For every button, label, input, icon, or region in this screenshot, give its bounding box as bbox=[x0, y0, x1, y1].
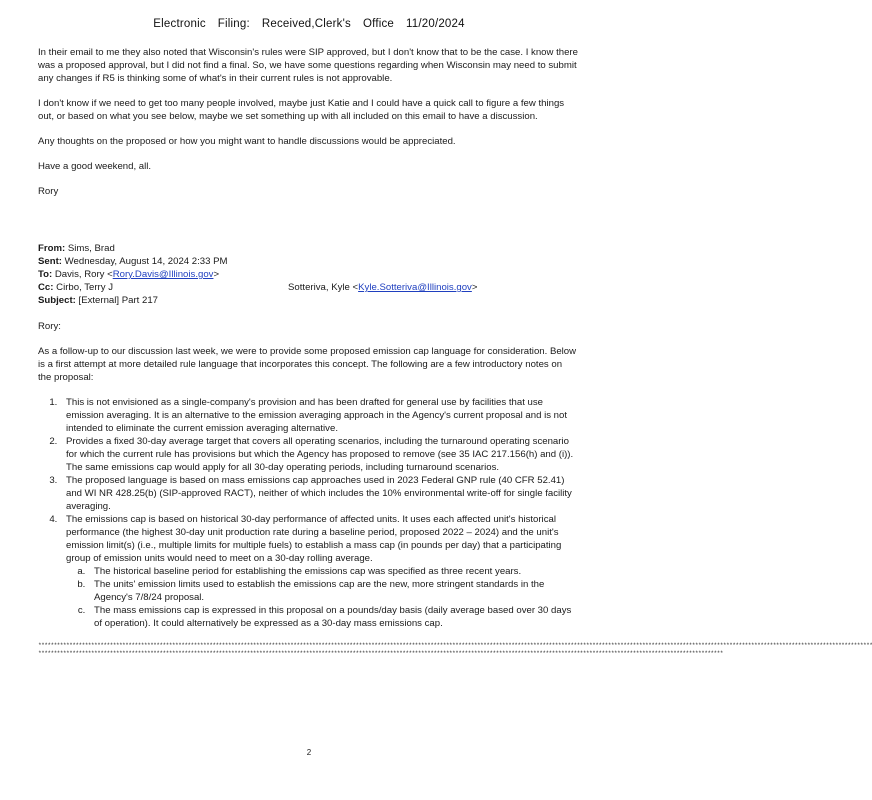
list-item bbox=[60, 513, 578, 630]
salutation: Rory: bbox=[38, 321, 61, 332]
list-item: a. The historical baseline period for establishing the emissions cap was specified as three recent years. bbox=[88, 565, 578, 578]
separator-line-2: **************************************************************************************************************************************************************************************************************************** bbox=[38, 650, 723, 657]
to-label: To: bbox=[38, 269, 53, 280]
to-email-link[interactable]: Rory.Davis@Illinois.gov bbox=[112, 269, 214, 280]
header-received: Received,Clerk's bbox=[261, 18, 351, 30]
header-electronic: Electronic bbox=[153, 18, 206, 30]
sub-notes-list bbox=[66, 565, 578, 630]
note-4-text: The emissions cap is based on historical 30-day performance of affected units. It uses each affected unit's historical performance (the highest 30-day unit production rate during a baseline period, proposed 2022 – 2024) and the unit's emission limit(s) (i.e., multiple limits for multiple fuels) to establish a mass cap (in pounds per day) that a participating group of emission units would need to meet on a 30-day rolling average. bbox=[66, 514, 562, 564]
email-subject-line bbox=[38, 294, 578, 307]
cc-label: Cc: bbox=[38, 282, 54, 293]
subject-value: [External] Part 217 bbox=[78, 295, 158, 306]
page-number: 2 bbox=[306, 748, 312, 757]
header-date: 11/20/2024 bbox=[406, 18, 465, 30]
cc-name-2: Sotteriva, Kyle < bbox=[288, 282, 359, 293]
sent-value: Wednesday, August 14, 2024 2:33 PM bbox=[64, 256, 228, 267]
cc-name-1: Cirbo, Terry J bbox=[56, 282, 114, 293]
paragraph-wisconsin: In their email to me they also noted that Wisconsin's rules were SIP approved, but I don't know that to be the case. I know there was a proposed approval, but I did not find a final. So, we have some questions regarding when Wisconsin may need to submit any changes if R5 is thinking some of what's in their current rules is not approvable. bbox=[38, 47, 578, 84]
signature: Rory bbox=[38, 186, 59, 197]
document-body bbox=[38, 46, 872, 658]
to-name: Davis, Rory < bbox=[54, 269, 113, 280]
email-header bbox=[38, 242, 578, 307]
header-filing: Filing: bbox=[217, 18, 250, 30]
list-item: b. The units' emission limits used to establish the emissions cap are the new, more stringent standards in the Agency's 7/8/24 proposal. bbox=[88, 578, 578, 604]
list-item: 1. This is not envisioned as a single-company's provision and has been drafted for general use by facilities that use emission averaging. It is an alternative to the emission averaging approach in the Agency's current proposal and is not intended to eliminate the current emission averaging alternative. bbox=[60, 396, 578, 435]
intro-paragraph: As a follow-up to our discussion last week, we were to provide some proposed emission cap language for consideration. Below is a first attempt at more detailed rule language that incorporates this concept. The following are a few introductory notes on the proposal: bbox=[38, 346, 577, 383]
cc-recipient-2: Sotteriva, Kyle <Kyle.Sotteriva@Illinois.gov> bbox=[288, 282, 478, 293]
paragraph-thoughts: Any thoughts on the proposed or how you might want to handle discussions would be appreciated. bbox=[38, 136, 456, 147]
header-office: Office bbox=[362, 18, 395, 30]
paragraph-people-involved: I don't know if we need to get too many people involved, maybe just Katie and I could have a quick call to figure a few things out, or based on what you see below, maybe we set something up with all included on this email to have a discussion. bbox=[38, 98, 565, 122]
proposal-notes-list bbox=[38, 396, 578, 630]
sent-label: Sent: bbox=[38, 256, 62, 267]
email-to-line: To: Davis, Rory <Rory.Davis@Illinois.gov> bbox=[38, 269, 220, 280]
list-item: 2. Provides a fixed 30-day average target that covers all operating scenarios, including the turnaround operating scenario for which the current rule has provisions but which the Agency has proposed to remove (see 35 IAC 217.156(h) and (i)). The same emissions cap would apply for all 30-day operating periods, including turnaround scenarios. bbox=[60, 435, 578, 474]
email-sent-line bbox=[38, 255, 578, 268]
email-cc-line bbox=[38, 281, 578, 294]
email-from-line bbox=[38, 242, 578, 255]
cc-email-link[interactable]: Kyle.Sotteriva@Illinois.gov bbox=[358, 282, 472, 293]
filing-header bbox=[0, 18, 618, 30]
subject-label: Subject: bbox=[38, 295, 76, 306]
separator-line-1: **************************************************************************************************************************************************************************************************************************************************************************** bbox=[38, 642, 872, 649]
list-item: 3. The proposed language is based on mass emissions cap approaches used in 2023 Federal GNP rule (40 CFR 52.41) and WI NR 428.25(b) (SIP-approved RACT), neither of which includes the 10% environmental write-off for single facility averaging. bbox=[60, 474, 578, 513]
paragraph-weekend: Have a good weekend, all. bbox=[38, 161, 152, 172]
list-item: c. The mass emissions cap is expressed in this proposal on a pounds/day basis (daily average based over 30 days of operation). It could alternatively be expressed as a 30-day mass emissions cap. bbox=[88, 604, 578, 630]
from-value: Sims, Brad bbox=[67, 243, 115, 254]
from-label: From: bbox=[38, 243, 66, 254]
